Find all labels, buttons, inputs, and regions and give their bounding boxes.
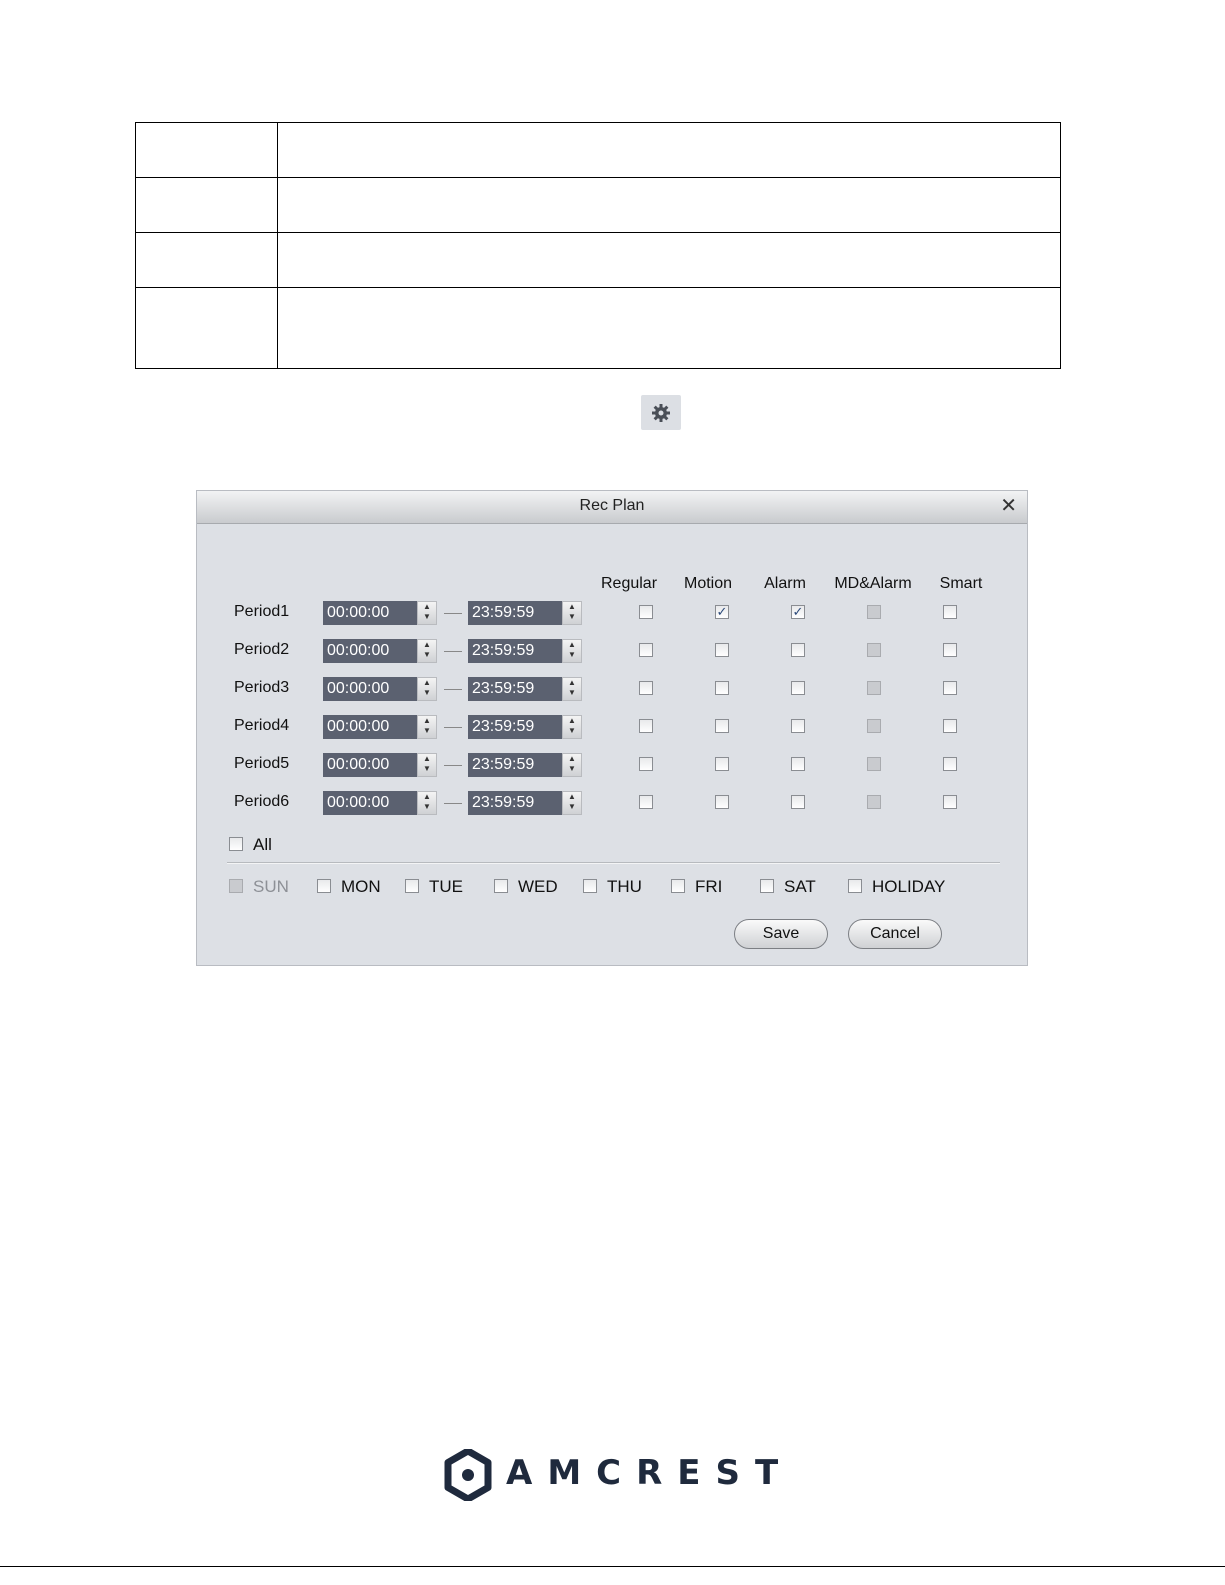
start-time-input[interactable]: 00:00:00	[323, 601, 417, 625]
fri-checkbox[interactable]	[671, 879, 685, 893]
sat-checkbox[interactable]	[760, 879, 774, 893]
amcrest-hex-logo	[444, 1449, 492, 1501]
table-cell	[136, 178, 278, 233]
period-3-motion-checkbox[interactable]	[715, 681, 729, 695]
range-dash	[444, 613, 462, 614]
column-header: Alarm	[764, 575, 806, 592]
start-time-input[interactable]: 00:00:00	[323, 753, 417, 777]
start-time-input[interactable]: 00:00:00	[323, 791, 417, 815]
range-dash	[444, 689, 462, 690]
save-button[interactable]: Save	[734, 919, 828, 949]
end-time-input[interactable]: 23:59:59	[468, 639, 562, 663]
period-1-mdalarm-checkbox[interactable]	[867, 605, 881, 619]
period-2-regular-checkbox[interactable]	[639, 643, 653, 657]
end-time-input[interactable]: 23:59:59	[468, 791, 562, 815]
start-time-input[interactable]: 00:00:00	[323, 715, 417, 739]
thu-checkbox[interactable]	[583, 879, 597, 893]
period-label: Period4	[234, 717, 290, 734]
table-cell	[136, 123, 278, 178]
divider	[227, 862, 1000, 864]
rec-plan-dialog	[196, 490, 1028, 966]
amcrest-logo	[444, 1449, 794, 1501]
dialog-titlebar	[197, 491, 1027, 524]
all-checkbox[interactable]	[229, 837, 243, 851]
period-2-alarm-checkbox[interactable]	[791, 643, 805, 657]
range-dash	[444, 727, 462, 728]
period-4-mdalarm-checkbox[interactable]	[867, 719, 881, 733]
period-6-motion-checkbox[interactable]	[715, 795, 729, 809]
period-1-motion-checkbox[interactable]: ✓	[716, 604, 728, 619]
start-time-spinner[interactable]: ▲ ▼	[417, 601, 437, 625]
dialog-title: Rec Plan	[579, 497, 645, 514]
end-time-spinner[interactable]: ▲ ▼	[562, 753, 582, 777]
end-time-input[interactable]: 23:59:59	[468, 715, 562, 739]
table-cell	[136, 288, 278, 369]
period-label: Period6	[234, 793, 290, 810]
period-4-alarm-checkbox[interactable]	[791, 719, 805, 733]
column-header: Motion	[683, 575, 733, 592]
end-time-input[interactable]: 23:59:59	[468, 601, 562, 625]
period-2-smart-checkbox[interactable]	[943, 643, 957, 657]
period-3-smart-checkbox[interactable]	[943, 681, 957, 695]
range-dash	[444, 765, 462, 766]
period-label: Period2	[234, 641, 290, 658]
end-time-spinner[interactable]: ▲ ▼	[562, 791, 582, 815]
end-time-spinner[interactable]: ▲ ▼	[562, 639, 582, 663]
range-dash	[444, 651, 462, 652]
start-time-spinner[interactable]: ▲ ▼	[417, 639, 437, 663]
period-4-regular-checkbox[interactable]	[639, 719, 653, 733]
table-cell	[278, 233, 1061, 288]
period-6-mdalarm-checkbox[interactable]	[867, 795, 881, 809]
period-5-alarm-checkbox[interactable]	[791, 757, 805, 771]
day-label: MON	[341, 877, 381, 896]
range-dash	[444, 803, 462, 804]
period-3-alarm-checkbox[interactable]	[791, 681, 805, 695]
table-cell	[278, 178, 1061, 233]
logo-text: AMCREST	[506, 1453, 794, 1493]
start-time-spinner[interactable]: ▲ ▼	[417, 715, 437, 739]
column-header: MD&Alarm	[834, 575, 912, 592]
period-1-smart-checkbox[interactable]	[943, 605, 957, 619]
table-cell	[136, 233, 278, 288]
settings-button[interactable]	[641, 395, 681, 430]
period-1-regular-checkbox[interactable]	[639, 605, 653, 619]
period-1-alarm-checkbox[interactable]: ✓	[792, 604, 804, 619]
start-time-spinner[interactable]: ▲ ▼	[417, 753, 437, 777]
tue-checkbox[interactable]	[405, 879, 419, 893]
column-header: Regular	[600, 575, 658, 592]
start-time-spinner[interactable]: ▲ ▼	[417, 677, 437, 701]
day-label: TUE	[429, 877, 463, 896]
cancel-button[interactable]: Cancel	[848, 919, 942, 949]
end-time-input[interactable]: 23:59:59	[468, 753, 562, 777]
end-time-spinner[interactable]: ▲ ▼	[562, 715, 582, 739]
end-time-input[interactable]: 23:59:59	[468, 677, 562, 701]
start-time-input[interactable]: 00:00:00	[323, 639, 417, 663]
gear-icon	[651, 403, 671, 423]
period-6-regular-checkbox[interactable]	[639, 795, 653, 809]
day-label: HOLIDAY	[872, 877, 946, 896]
period-2-motion-checkbox[interactable]	[715, 643, 729, 657]
day-label: SAT	[784, 877, 816, 896]
mon-checkbox[interactable]	[317, 879, 331, 893]
document-table	[135, 122, 1061, 369]
period-6-alarm-checkbox[interactable]	[791, 795, 805, 809]
table-cell	[278, 123, 1061, 178]
close-icon[interactable]: ✕	[1000, 495, 1017, 517]
day-label: THU	[607, 877, 642, 896]
period-5-mdalarm-checkbox[interactable]	[867, 757, 881, 771]
period-5-regular-checkbox[interactable]	[639, 757, 653, 771]
start-time-input[interactable]: 00:00:00	[323, 677, 417, 701]
period-4-motion-checkbox[interactable]	[715, 719, 729, 733]
column-header: Smart	[939, 575, 983, 592]
sun-checkbox[interactable]	[229, 879, 243, 893]
start-time-spinner[interactable]: ▲ ▼	[417, 791, 437, 815]
day-label: FRI	[695, 877, 723, 896]
day-label: SUN	[253, 877, 289, 896]
period-label: Period1	[234, 603, 290, 620]
end-time-spinner[interactable]: ▲ ▼	[562, 601, 582, 625]
end-time-spinner[interactable]: ▲ ▼	[562, 677, 582, 701]
period-5-smart-checkbox[interactable]	[943, 757, 957, 771]
period-2-mdalarm-checkbox[interactable]	[867, 643, 881, 657]
holiday-checkbox[interactable]	[848, 879, 862, 893]
table-cell	[278, 288, 1061, 369]
period-3-mdalarm-checkbox[interactable]	[867, 681, 881, 695]
period-label: Period5	[234, 755, 290, 772]
period-3-regular-checkbox[interactable]	[639, 681, 653, 695]
period-label: Period3	[234, 679, 290, 696]
page-footer-rule	[0, 1566, 1225, 1567]
wed-checkbox[interactable]	[494, 879, 508, 893]
day-label: WED	[518, 877, 558, 896]
period-4-smart-checkbox[interactable]	[943, 719, 957, 733]
period-5-motion-checkbox[interactable]	[715, 757, 729, 771]
all-label: All	[253, 835, 272, 854]
period-6-smart-checkbox[interactable]	[943, 795, 957, 809]
